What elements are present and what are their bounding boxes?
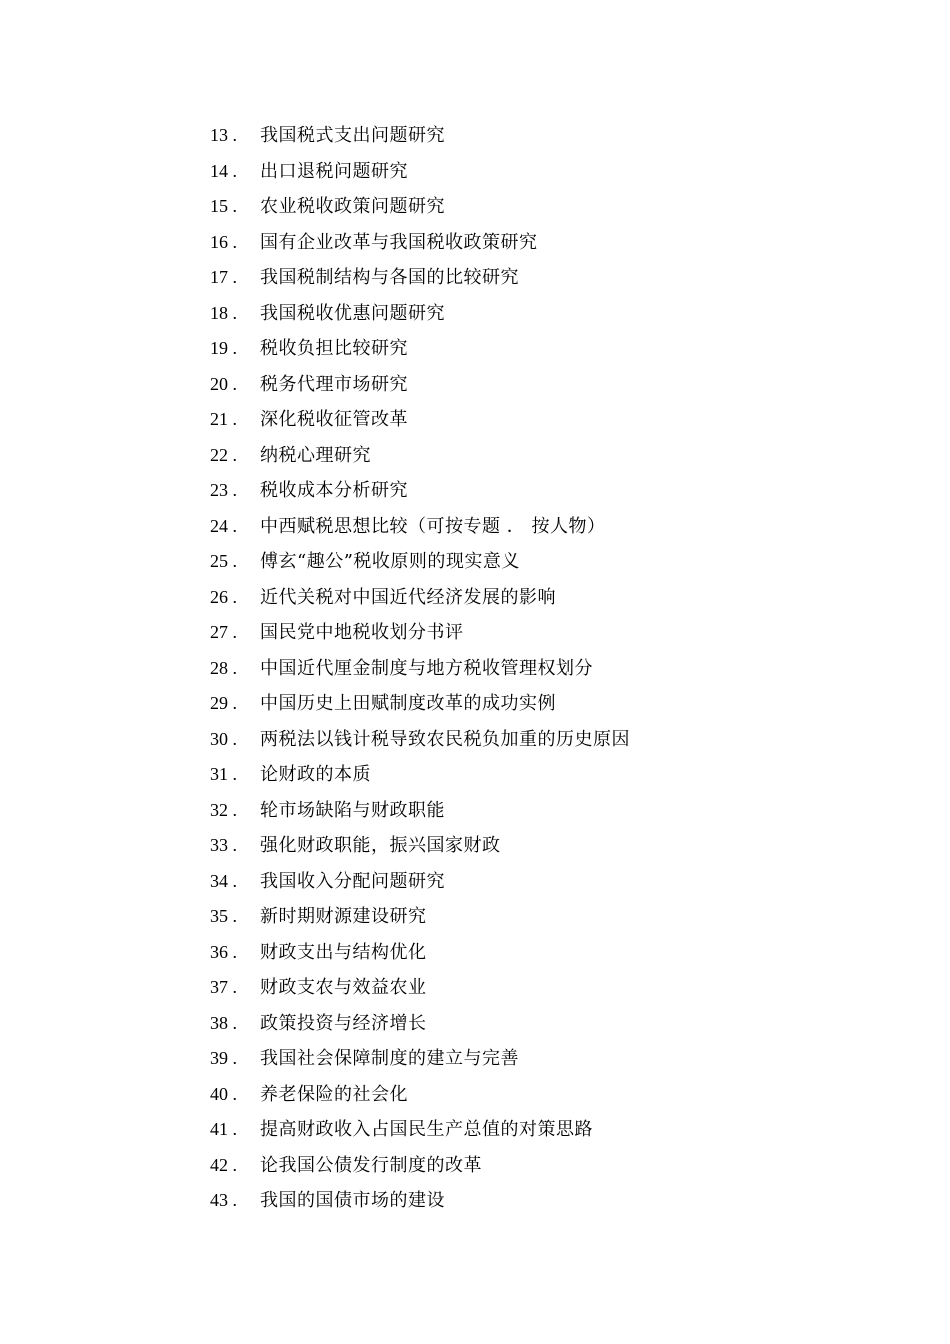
list-item [210, 757, 630, 793]
topic-title: 我国税制结构与各国的比较研究 [260, 267, 519, 288]
list-item [210, 473, 630, 509]
topic-number: 26 . [210, 586, 237, 607]
list-item [210, 1077, 630, 1113]
topic-list [210, 118, 630, 1219]
list-item [210, 828, 630, 864]
list-item [210, 1041, 630, 1077]
topic-title: 税收成本分析研究 [260, 480, 408, 501]
topic-title: 国有企业改革与我国税收政策研究 [260, 231, 538, 253]
topic-number: 43 . [210, 1190, 237, 1210]
topic-number: 23 . [210, 480, 237, 500]
topic-number: 28 . [210, 657, 237, 678]
topic-title: 出口退税问题研究 [260, 160, 408, 182]
topic-title: 中西赋税思想比较（可按专题 ． 按人物） [260, 515, 606, 537]
topic-title: 提高财政收入占国民生产总值的对策思路 [260, 1119, 593, 1140]
topic-title: 财政支出与结构优化 [260, 941, 427, 963]
list-item [210, 154, 630, 190]
list-item [210, 189, 630, 225]
topic-number: 13 . [210, 125, 237, 145]
topic-number: 36 . [210, 941, 237, 962]
list-item [210, 580, 630, 616]
topic-number: 39 . [210, 1048, 237, 1068]
topic-number: 32 . [210, 799, 237, 820]
list-item [210, 899, 630, 935]
topic-title: 养老保险的社会化 [260, 1083, 408, 1105]
topic-number: 35 . [210, 906, 237, 926]
topic-title: 强化财政职能，振兴国家财政 [260, 835, 501, 856]
topic-number: 20 . [210, 373, 237, 394]
list-item [210, 651, 630, 687]
topic-number: 15 . [210, 196, 237, 216]
topic-title: 国民党中地税收划分书评 [260, 622, 464, 643]
topic-number: 14 . [210, 160, 237, 181]
topic-number: 19 . [210, 338, 237, 358]
list-item [210, 118, 630, 154]
topic-number: 40 . [210, 1083, 237, 1104]
topic-number: 29 . [210, 693, 237, 713]
list-item [210, 509, 630, 545]
topic-title: 两税法以钱计税导致农民税负加重的历史原因 [260, 728, 630, 750]
list-item [210, 260, 630, 296]
topic-title: 我国的国债市场的建设 [260, 1190, 445, 1211]
list-item [210, 296, 630, 332]
topic-title: 我国税收优惠问题研究 [260, 302, 445, 324]
topic-title: 税收负担比较研究 [260, 338, 408, 359]
list-item [210, 1112, 630, 1148]
topic-number: 31 . [210, 764, 237, 784]
list-item [210, 1183, 630, 1219]
list-item [210, 438, 630, 474]
topic-title: 财政支农与效益农业 [260, 977, 427, 998]
topic-title: 政策投资与经济增长 [260, 1012, 427, 1034]
topic-title: 傅玄“趣公”税收原则的现实意义 [260, 551, 520, 572]
topic-number: 38 . [210, 1012, 237, 1033]
list-item [210, 402, 630, 438]
topic-title: 农业税收政策问题研究 [260, 196, 445, 217]
list-item [210, 686, 630, 722]
topic-title: 中国历史上田赋制度改革的成功实例 [260, 693, 556, 714]
topic-number: 41 . [210, 1119, 237, 1139]
topic-title: 我国社会保障制度的建立与完善 [260, 1048, 519, 1069]
list-item [210, 722, 630, 758]
list-item [210, 793, 630, 829]
topic-title: 轮市场缺陷与财政职能 [260, 799, 445, 821]
topic-number: 33 . [210, 835, 237, 855]
topic-number: 37 . [210, 977, 237, 997]
topic-title: 深化税收征管改革 [260, 409, 408, 430]
topic-title: 税务代理市场研究 [260, 373, 408, 395]
list-item [210, 970, 630, 1006]
topic-number: 16 . [210, 231, 237, 252]
topic-title: 纳税心理研究 [260, 444, 371, 466]
topic-number: 24 . [210, 515, 237, 536]
topic-title: 新时期财源建设研究 [260, 906, 427, 927]
topic-title: 我国收入分配问题研究 [260, 870, 445, 892]
list-item [210, 544, 630, 580]
list-item [210, 225, 630, 261]
topic-number: 22 . [210, 444, 237, 465]
topic-title: 论我国公债发行制度的改革 [260, 1154, 482, 1176]
topic-number: 42 . [210, 1154, 237, 1175]
topic-number: 30 . [210, 728, 237, 749]
topic-number: 18 . [210, 302, 237, 323]
topic-number: 25 . [210, 551, 237, 571]
list-item [210, 1006, 630, 1042]
topic-number: 17 . [210, 267, 237, 287]
topic-title: 近代关税对中国近代经济发展的影响 [260, 586, 556, 608]
topic-number: 21 . [210, 409, 237, 429]
list-item [210, 1148, 630, 1184]
list-item [210, 367, 630, 403]
topic-number: 34 . [210, 870, 237, 891]
list-item [210, 331, 630, 367]
list-item [210, 615, 630, 651]
list-item [210, 935, 630, 971]
list-item [210, 864, 630, 900]
topic-title: 论财政的本质 [260, 764, 371, 785]
topic-title: 中国近代厘金制度与地方税收管理权划分 [260, 657, 593, 679]
topic-number: 27 . [210, 622, 237, 642]
topic-title: 我国税式支出问题研究 [260, 125, 445, 146]
